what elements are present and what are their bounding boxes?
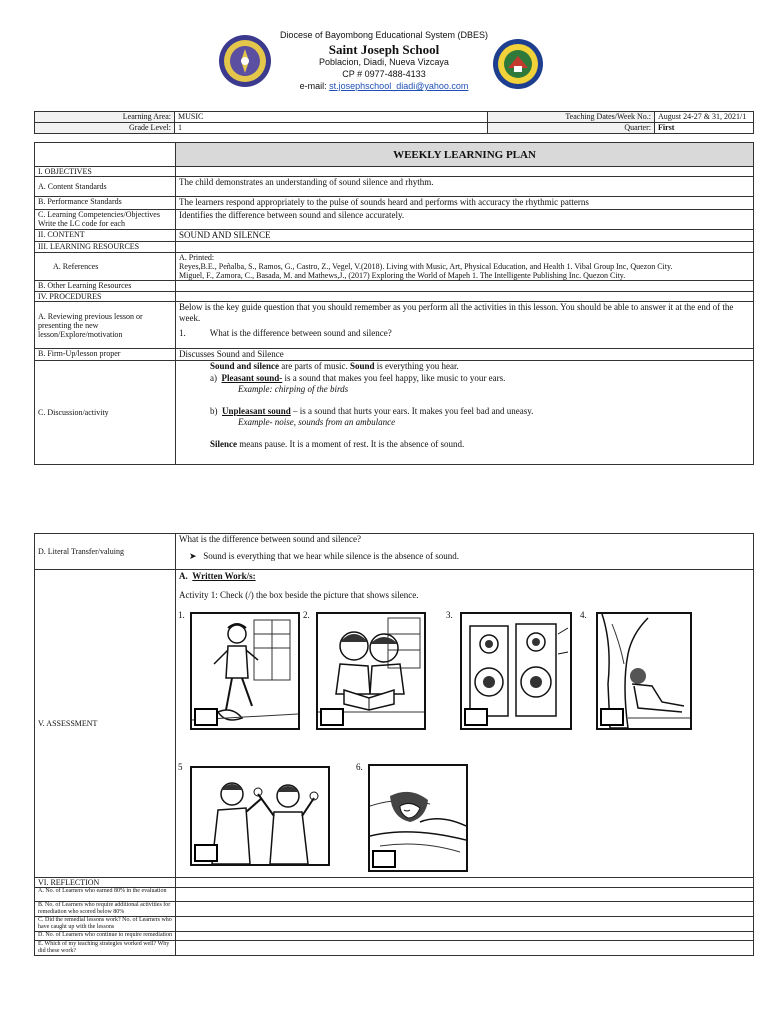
activity-instruction: Activity 1: Check (/) the box beside the picture that shows silence. [179,590,419,600]
discussion-label: C. Discussion/activity [35,361,176,465]
weekly-plan-table [34,142,754,465]
teaching-dates-value: August 24-27 & 31, 2021/1 [655,112,754,123]
diocese-name: Diocese of Bayombong Educational System (DBES) [279,30,489,40]
picture-number-2: 2. [303,610,310,620]
content-label: II. CONTENT [35,230,176,242]
discussion-content: Sound and silence are parts of music. Sound is everything you hear. a) Pleasant sound- is a sound that makes you feel happy, like music to your ears. Example: chirping of the birds b) Unpleasant sound – is a sound that hurts your ears. It makes you feel bad and uneasy. Example- noise, sounds from an ambulance Silence means pause. It is a moment of rest. It is the absence of sound. [176,361,754,465]
school-address: Poblacion, Diadi, Nueva Vizcaya [319,57,449,67]
picture-4-checkbox[interactable] [600,708,624,726]
picture-4-man-resting-under-tree [596,612,692,730]
reflection-c: C. Did the remedial lessons work? No. of Learners who have caught up with the lessons [35,917,176,932]
reflection-d-answer[interactable] [176,932,754,941]
learning-area-value: MUSIC [175,112,488,123]
other-resources-label: B. Other Learning Resources [35,281,176,292]
references-label: A. References [35,253,176,281]
picture-number-6: 6. [356,762,363,772]
performance-standards-label: B. Performance Standards [35,197,176,210]
picture-3-speakers [460,612,572,730]
reviewing-label: A. Reviewing previous lesson or presenting the new lesson/Explore/motivation [35,302,176,349]
picture-1-boy-stomping [190,612,300,730]
content-standards-text: The child demonstrates an understanding of sound silence and rhythm. [176,177,754,197]
content-text: SOUND AND SILENCE [176,230,754,242]
reflection-a: A. No. of Learners who earned 80% in the evaluation [35,888,176,902]
firm-up-text: Discusses Sound and Silence [176,349,754,361]
email-link[interactable]: st.josephschool_diadi@yahoo.com [329,81,469,91]
reflection-b: B. No. of Learners who require additional activities for remediation who scored below 80% [35,902,176,917]
info-table [34,111,754,134]
competencies-label: C. Learning Competencies/Objectives Write the LC code for each [35,210,176,230]
procedures-label: IV. PROCEDURES [35,292,176,302]
picture-number-4: 4. [580,610,587,620]
picture-3-checkbox[interactable] [464,708,488,726]
literal-transfer-content: What is the difference between sound and silence? ➤ Sound is everything that we hear while silence is the absence of sound. [176,534,754,570]
school-email-line [0,81,768,91]
reflection-d: D. No. of Learners who continue to require remediation [35,932,176,941]
reflection-label: VI. REFLECTION [35,878,176,888]
school-phone: CP # 0977-488-4133 [342,69,426,79]
picture-number-1: 1. [178,610,185,620]
competencies-text: Identifies the difference between sound and silence accurately. [176,210,754,230]
assessment-table [34,533,754,956]
picture-number-5: 5 [178,762,183,772]
reviewing-text: Below is the key guide question that you should remember as you perform all the activities in this lesson. You should be able to answer it at the end of the week. 1. What is the difference between sound and silence? [176,302,754,349]
references-text: A. Printed: Reyes,B.E., Peñalba, S., Ramos, G., Castro, Z., Vegel, V.(2018). Living with Music, Art, Physical Education, and Health 1. Vibal Group Inc, Quezon City. Miguel, F., Zamora, C., Basada, M. and Mathews,J., (2017) Exploring the World of Mapeh 1. The Intelligente Publishing Inc. Quezon City. [176,253,754,281]
plan-title: WEEKLY LEARNING PLAN [176,143,754,167]
teaching-dates-label: Teaching Dates/Week No.: [488,112,655,123]
reflection-c-answer[interactable] [176,917,754,932]
reflection-a-answer[interactable] [176,888,754,902]
assessment-label: V. ASSESSMENT [35,570,176,878]
firm-up-label: B. Firm-Up/lesson proper [35,349,176,361]
picture-6-girl-sleeping [368,764,468,872]
content-standards-label: A. Content Standards [35,177,176,197]
assessment-content: A. Written Work/s: Activity 1: Check (/) the box beside the picture that shows silence. [176,570,754,878]
picture-5-checkbox[interactable] [194,844,218,862]
email-label: e-mail: [299,81,327,91]
quarter-value: First [655,123,754,134]
objectives-label: I. OBJECTIVES [35,167,176,177]
performance-standards-text: The learners respond appropriately to the pulse of sounds heard and performs with accuracy the rhythmic patterns [176,197,754,210]
picture-2-checkbox[interactable] [320,708,344,726]
reflection-b-answer[interactable] [176,902,754,917]
quarter-label: Quarter: [488,123,655,134]
grade-level-value: 1 [175,123,488,134]
picture-5-boys-arguing [190,766,330,866]
picture-1-checkbox[interactable] [194,708,218,726]
school-name: Saint Joseph School [328,42,440,57]
resources-label: III. LEARNING RESOURCES [35,242,176,253]
reflection-e-answer[interactable] [176,941,754,956]
literal-transfer-label: D. Literal Transfer/valuing [35,534,176,570]
picture-number-3: 3. [446,610,453,620]
learning-area-label: Learning Area: [35,112,175,123]
grade-level-label: Grade Level: [35,123,175,134]
reflection-e: E. Which of my teaching strategies worked well? Why did these work? [35,941,176,956]
picture-2-children-reading [316,612,426,730]
picture-6-checkbox[interactable] [372,850,396,868]
